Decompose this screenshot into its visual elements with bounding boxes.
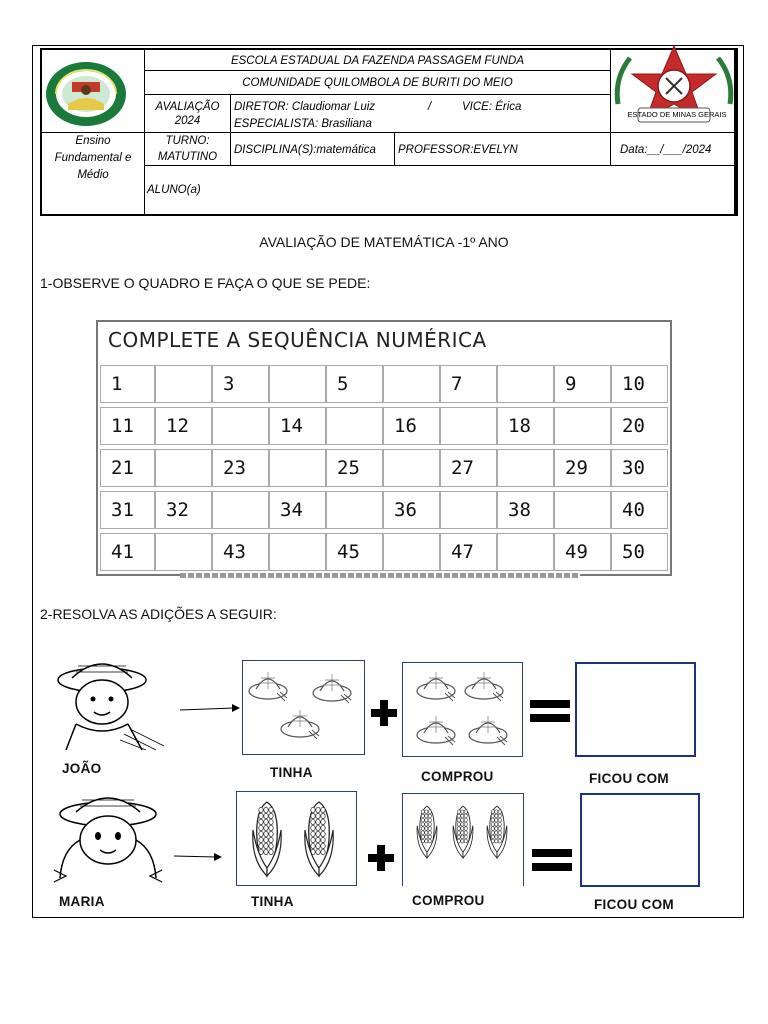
bought-image-box bbox=[402, 793, 524, 886]
sequence-number-cell: 7 bbox=[440, 365, 497, 403]
had-image-box bbox=[242, 660, 365, 755]
corn-icon bbox=[449, 804, 477, 860]
sequence-blank-cell[interactable] bbox=[383, 449, 440, 487]
evaluation-year: 2024 bbox=[174, 115, 201, 127]
sequence-number-cell: 14 bbox=[269, 407, 326, 445]
sequence-title: COMPLETE A SEQUÊNCIA NUMÉRICA bbox=[108, 328, 487, 352]
sequence-number-cell: 21 bbox=[100, 449, 155, 487]
separator: / bbox=[428, 101, 432, 113]
result-answer-box[interactable] bbox=[575, 662, 696, 757]
sequence-blank-cell[interactable] bbox=[212, 491, 269, 529]
arrow-icon bbox=[178, 702, 242, 716]
level-line3: Médio bbox=[77, 169, 109, 181]
level-line1: Ensino bbox=[75, 135, 111, 147]
equals-icon bbox=[532, 847, 572, 873]
corn-icon bbox=[413, 804, 441, 860]
school-name: ESCOLA ESTADUAL DA FAZENDA PASSAGEM FUNDA bbox=[230, 55, 525, 67]
sequence-number-cell: 20 bbox=[611, 407, 668, 445]
student-field[interactable]: ALUNO(a) bbox=[147, 184, 201, 196]
date-field[interactable]: Data:__/___/2024 bbox=[620, 144, 712, 156]
person-name: JOÃO bbox=[62, 761, 102, 776]
sequence-blank-cell[interactable] bbox=[212, 407, 269, 445]
header-divider bbox=[610, 50, 611, 165]
sequence-blank-cell[interactable] bbox=[554, 491, 611, 529]
header-divider bbox=[394, 132, 395, 165]
copyright-line bbox=[180, 573, 580, 578]
sequence-number-cell: 31 bbox=[100, 491, 155, 529]
straw-hat-icon bbox=[467, 711, 509, 747]
question-1: 1-OBSERVE O QUADRO E FAÇA O QUE SE PEDE: bbox=[40, 275, 371, 291]
straw-hat-icon bbox=[311, 669, 353, 705]
sequence-number-cell: 9 bbox=[554, 365, 611, 403]
bought-image-box bbox=[402, 662, 523, 757]
sequence-number-cell: 30 bbox=[611, 449, 668, 487]
plus-icon bbox=[370, 698, 398, 728]
sequence-blank-cell[interactable] bbox=[155, 533, 212, 571]
straw-hat-icon bbox=[279, 705, 321, 741]
arrow-icon bbox=[172, 850, 224, 864]
sequence-blank-cell[interactable] bbox=[269, 533, 326, 571]
sequence-number-cell: 40 bbox=[611, 491, 668, 529]
maria-illustration bbox=[52, 790, 164, 886]
bought-label: COMPROU bbox=[412, 893, 485, 908]
state-seal-text: ESTADO DE MINAS GERAIS bbox=[627, 110, 727, 119]
straw-hat-icon bbox=[415, 711, 457, 747]
joao-illustration bbox=[46, 654, 168, 750]
person-name: MARIA bbox=[59, 894, 105, 909]
corn-icon bbox=[299, 800, 339, 878]
straw-hat-icon bbox=[463, 667, 505, 703]
header-divider bbox=[144, 94, 610, 95]
teacher: PROFESSOR:EVELYN bbox=[398, 144, 518, 156]
bought-label: COMPROU bbox=[421, 769, 494, 784]
sequence-number-cell: 10 bbox=[611, 365, 668, 403]
result-label: FICOU COM bbox=[594, 897, 674, 912]
sequence-number-cell: 38 bbox=[497, 491, 554, 529]
sequence-number-cell: 5 bbox=[326, 365, 383, 403]
straw-hat-icon bbox=[415, 667, 457, 703]
sequence-blank-cell[interactable] bbox=[155, 449, 212, 487]
had-label: TINHA bbox=[251, 894, 294, 909]
header-divider bbox=[230, 94, 231, 165]
equals-icon bbox=[530, 698, 570, 724]
sequence-number-cell: 49 bbox=[554, 533, 611, 571]
sequence-blank-cell[interactable] bbox=[554, 407, 611, 445]
corn-icon bbox=[483, 804, 511, 860]
header-divider bbox=[144, 70, 610, 71]
sequence-blank-cell[interactable] bbox=[497, 533, 554, 571]
sequence-blank-cell[interactable] bbox=[269, 365, 326, 403]
sequence-blank-cell[interactable] bbox=[440, 407, 497, 445]
sequence-number-cell: 12 bbox=[155, 407, 212, 445]
discipline: DISCIPLINA(S):matemática bbox=[234, 144, 376, 156]
sequence-number-cell: 41 bbox=[100, 533, 155, 571]
evaluation-label: AVALIAÇÃO bbox=[155, 101, 220, 113]
vice-director: VICE: Érica bbox=[462, 101, 522, 113]
question-2: 2-RESOLVA AS ADIÇÕES A SEGUIR: bbox=[40, 606, 277, 622]
shift-value: MATUTINO bbox=[157, 151, 218, 163]
sequence-blank-cell[interactable] bbox=[497, 365, 554, 403]
sequence-number-cell: 47 bbox=[440, 533, 497, 571]
sequence-blank-cell[interactable] bbox=[383, 365, 440, 403]
sequence-grid bbox=[100, 365, 668, 570]
specialist: ESPECIALISTA: Brasiliana bbox=[234, 118, 372, 130]
sequence-number-cell: 1 bbox=[100, 365, 155, 403]
director: DIRETOR: Claudiomar Luiz bbox=[234, 101, 376, 113]
level-line2: Fundamental e bbox=[54, 152, 132, 164]
sequence-number-cell: 3 bbox=[212, 365, 269, 403]
sequence-number-cell: 18 bbox=[497, 407, 554, 445]
sequence-blank-cell[interactable] bbox=[383, 533, 440, 571]
sequence-blank-cell[interactable] bbox=[497, 449, 554, 487]
sequence-number-cell: 32 bbox=[155, 491, 212, 529]
sequence-number-cell: 27 bbox=[440, 449, 497, 487]
school-logo bbox=[44, 60, 128, 128]
sequence-number-cell: 34 bbox=[269, 491, 326, 529]
sequence-number-cell: 50 bbox=[611, 533, 668, 571]
shift-label: TURNO: bbox=[165, 135, 210, 147]
sequence-number-cell: 45 bbox=[326, 533, 383, 571]
sequence-blank-cell[interactable] bbox=[326, 407, 383, 445]
result-label: FICOU COM bbox=[589, 771, 669, 786]
sequence-blank-cell[interactable] bbox=[155, 365, 212, 403]
header-divider bbox=[40, 132, 736, 133]
sequence-blank-cell[interactable] bbox=[326, 491, 383, 529]
result-answer-box[interactable] bbox=[580, 793, 700, 887]
had-label: TINHA bbox=[270, 765, 313, 780]
sequence-number-cell: 25 bbox=[326, 449, 383, 487]
sequence-number-cell: 36 bbox=[383, 491, 440, 529]
straw-hat-icon bbox=[247, 667, 289, 703]
plus-icon bbox=[367, 843, 395, 873]
sequence-number-cell: 11 bbox=[100, 407, 155, 445]
community-name: COMUNIDADE QUILOMBOLA DE BURITI DO MEIO bbox=[242, 77, 513, 89]
header-divider bbox=[144, 165, 736, 166]
sequence-number-cell: 16 bbox=[383, 407, 440, 445]
sequence-blank-cell[interactable] bbox=[440, 491, 497, 529]
page-title: AVALIAÇÃO DE MATEMÁTICA -1º ANO bbox=[259, 234, 509, 250]
corn-icon bbox=[247, 800, 287, 878]
sequence-number-cell: 29 bbox=[554, 449, 611, 487]
sequence-blank-cell[interactable] bbox=[269, 449, 326, 487]
had-image-box bbox=[236, 791, 357, 886]
sequence-number-cell: 43 bbox=[212, 533, 269, 571]
sequence-number-cell: 23 bbox=[212, 449, 269, 487]
